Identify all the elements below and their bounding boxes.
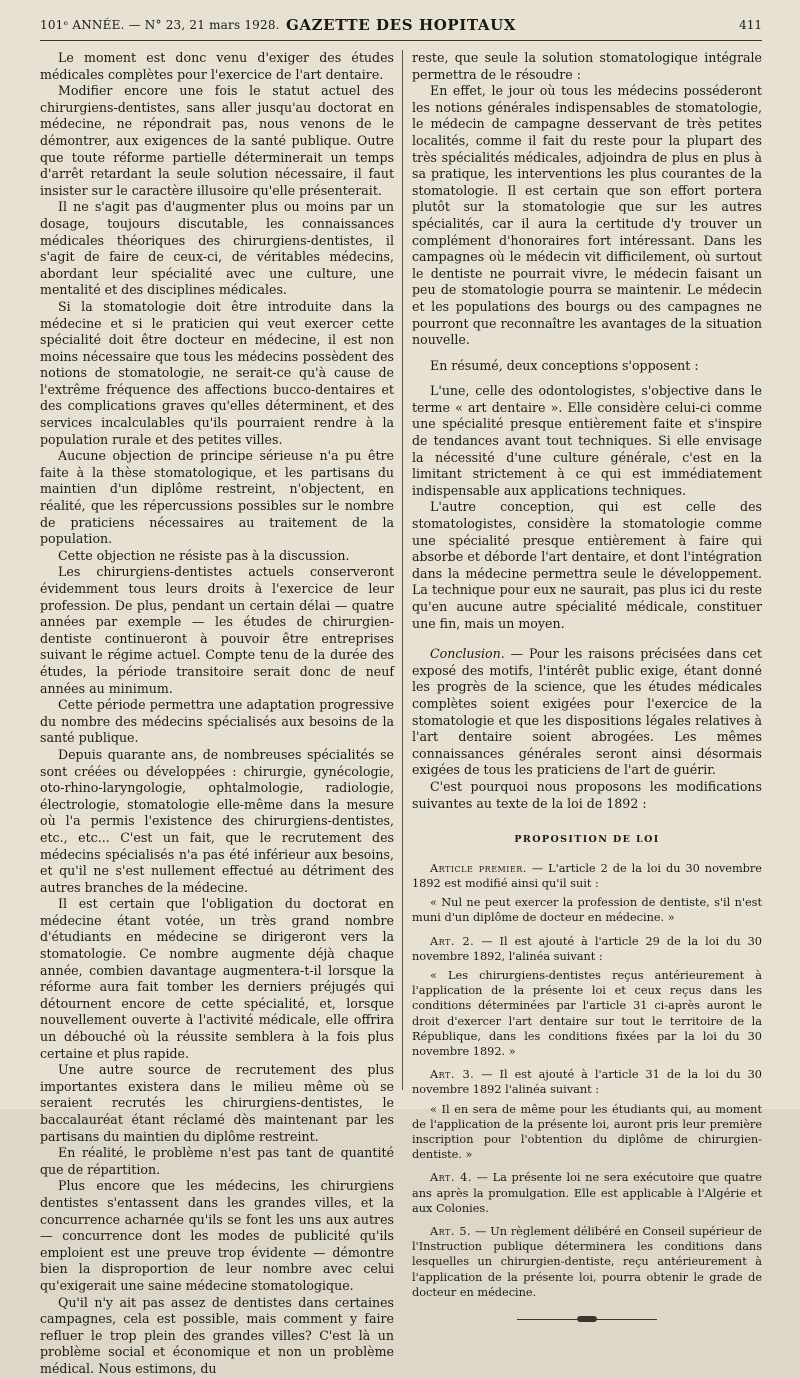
article [412, 1170, 762, 1216]
paragraph: Qu'il n'y ait pas assez de dentistes dans certaines campagnes, cela est possible, mais comment y faire refluer le trop plein des grandes villes? C'est là un problème social et économique et non un problème médical. Nous estimons, du [40, 1294, 394, 1376]
paragraph: Le moment est donc venu d'exiger des études médicales complètes pour l'exercice de l'art dentaire. [40, 50, 394, 82]
paragraph: Les chirurgiens-dentistes actuels conserveront évidemment tous leurs droits à l'exercice de leur profession. De plus, pendant un certain délai — quatre années par exemple — les études de chirurgien-dentiste continueront à pouvoir être entreprises suivant le régime actuel. Compte tenu de la durée des études, la période transitoire serait donc de neuf années au minimum. [40, 564, 394, 696]
paragraph: Il est certain que l'obligation du doctorat en médecine étant votée, un très grand nombre d'étudiants en médecine se dirigeront vers la stomatologie. Ce nombre augmente déjà chaque année, combien davantage augmentera-t-il lorsque la réforme aura fait tomber les derniers préjugés qui détournent encore de cette spécialité, et, lorsque nouvellement ouverte à l'activité médicale, elle offrira un débouché où la réussite semblera à la fois plus certaine et plus rapide. [40, 896, 394, 1061]
issue-info: 101ᵉ ANNÉE. — N° 23, 21 mars 1928. [40, 18, 280, 32]
article-text: — Il est ajouté à l'article 31 de la loi du 30 novembre 1892 l'alinéa suivant : [412, 1068, 762, 1097]
page-header [40, 14, 762, 41]
paragraph: En résumé, deux conceptions s'opposent : [430, 357, 699, 373]
article [412, 1067, 762, 1097]
paragraph: En réalité, le problème n'est pas tant de quantité que de répartition. [40, 1145, 394, 1177]
paragraph: Cette période permettra une adaptation progressive du nombre des médecins spécialisés aux besoins de la santé publique. [40, 697, 394, 746]
article [412, 1224, 762, 1300]
article-quote: « Les chirurgiens-dentistes reçus antérieurement à l'application de la présente loi et ceux reçus dans les conditions déterminées par l'article 31 ci-après auront le droit d'exercer l'art dentaire sur tout le territoire de la République, dans les conditions fixées par la loi du 30 novembre 1892. » [412, 968, 762, 1058]
article-label: Art. 4. [430, 1171, 472, 1185]
ornament-center [577, 1316, 597, 1322]
article-text: — Il est ajouté à l'article 29 de la loi du 30 novembre 1892, l'alinéa suivant : [412, 934, 762, 963]
paragraph: Aucune objection de principe sérieuse n'a pu être faite à la thèse stomatologique, et les partisans du maintien d'un diplôme restreint, n'objectent, en réalité, que les répercussions possibles sur le nombre de praticiens nécessaires au traitement de la population. [40, 448, 394, 547]
paragraph: Il ne s'agit pas d'augmenter plus ou moins par un dosage, toujours discutable, les connaissances médicales théoriques des chirurgiens-dentistes, il s'agit de faire de ceux-ci, de véritables médecins, abordant leur spécialité avec une culture, une mentalité et des disciplines médicales. [40, 199, 394, 298]
right-column [412, 50, 762, 1324]
paragraph: Depuis quarante ans, de nombreuses spécialités se sont créées ou développées : chirurgie, gynécologie, oto-rhino-laryngologie, ophtalmologie, radiologie, électrologie, stomatologie elle-même dans la mesure où l'a permis l'existence des chirurgiens-dentistes, etc., etc... C'est un fait, que le recrutement des médecins spécialisés n'a pas été inférieur aux besoins, et qu'il ne s'est nullement effectué au détriment des autres branches de la médecine. [40, 746, 394, 895]
article-label: Art. 3. [430, 1068, 475, 1082]
paragraph: Cette objection ne résiste pas à la discussion. [58, 547, 350, 563]
paragraph: Une autre source de recrutement des plus importantes existera dans le milieu même où se seraient recrutés les chirurgiens-dentistes, le baccalauréat étant réclamé dès maintenant par les partisans du maintien du diplôme restreint. [40, 1062, 394, 1144]
article [412, 934, 762, 964]
paragraph: Si la stomatologie doit être introduite dans la médecine et si le praticien qui veut exercer cette spécialité doit être docteur en médecine, il est non moins nécessaire que tous les médecins possèdent des notions de stomatologie, ne serait-ce qu'à cause de l'extrême fréquence des affections bucco-dentaires et des complications graves qu'elles déterminent, et des services incalculables qu'ils pourraient rendre à la population rurale et des petites villes. [40, 298, 394, 447]
article-quote: « Il en sera de même pour les étudiants qui, au moment de l'application de la présente loi, auront pris leur première inscription pour l'obtention du diplôme de chirurgien-dentiste. » [412, 1102, 762, 1162]
conclusion-paragraph [412, 646, 762, 779]
article [412, 861, 762, 891]
article-label: Art. 2. [430, 934, 475, 948]
paragraph: L'autre conception, qui est celle des stomatologistes, considère la stomatologie comme une spécialité presque entièrement à faire qui absorbe et déborde l'art dentaire, et dont l'intégration dans la médecine permettra seule le développement. La technique pour eux ne saurait, pas plus ici du reste qu'en aucune autre spécialité médicale, constituer une fin, mais un moyen. [412, 499, 762, 631]
left-column [40, 50, 394, 1378]
paragraph: En effet, le jour où tous les médecins posséderont les notions générales indispensables de stomatologie, le médecin de campagne desservant de très petites localités, comme il fait du reste pour la plupart des très spécialités médicales, adjoindra de plus en plus à sa pratique, les interventions les plus courantes de la stomatologie. Il est certain que son effort portera plutôt sur la stomatologie que sur les autres spécialités, car il aura la certitude d'y trouver un complément d'honoraires fort intéressant. Dans les campagnes où le médecin vit difficilement, où surtout le dentiste ne pourrait vivre, le médecin faisant un peu de stomatologie pourra se maintenir. Le médecin et les populations des bourgs ou des campagnes ne pourront que reconnaître les avantages de la situation nouvelle. [412, 83, 762, 348]
conclusion-text: — Pour les raisons précisées dans cet exposé des motifs, l'intérêt public exige, étant donné les progrès de la science, que les études médicales complètes soient exigées pour l'exercice de la stomatologie et que les dispositions légales relatives à l'art dentaire soient abrogées. Les mêmes connaissances générales seront ainsi désormais exigées de tous les praticiens de l'art de guérir. [412, 646, 762, 778]
article-text: — La présente loi ne sera exécutoire que quatre ans après la promulgation. Elle est applicable à l'Algérie et aux Colonies. [412, 1171, 762, 1215]
conclusion-label: Conclusion. [430, 646, 505, 662]
paragraph: reste, que seule la solution stomatologique intégrale permettra de le résoudre : [412, 50, 762, 82]
paragraph: Modifier encore une fois le statut actuel des chirurgiens-dentistes, sans aller jusqu'au doctorat en médecine, ne répondrait pas, nous venons de le démontrer, aux exigences de la santé publique. Outre que toute réforme partielle déterminerait un temps d'arrêt retardant la seule solution nécessaire, il faut insister sur le caractère illusoire qu'elle présenterait. [40, 83, 394, 198]
page-number: 411 [739, 18, 762, 32]
paragraph: L'une, celle des odontologistes, s'objective dans le terme « art dentaire ». Elle considère celui-ci comme une spécialité presque entièrement faite et s'inspire de tendances avant tout techniques. Si elle envisage la nécessité d'une culture générale, c'est en la limitant strictement à ce qui est immédiatement indispensable aux applications techniques. [412, 383, 762, 498]
proposition-heading: PROPOSITION DE LOI [514, 834, 660, 846]
column-divider [402, 50, 403, 1090]
end-ornament [517, 1314, 657, 1324]
article-text: — Un règlement délibéré en Conseil supérieur de l'Instruction publique déterminera les conditions dans lesquelles un chirurgien-dentiste, reçu antérieurement à l'application de la présente loi, pourra obtenir le grade de docteur en médecine. [412, 1224, 762, 1299]
article-quote: « Nul ne peut exercer la profession de dentiste, s'il n'est muni d'un diplôme de docteur en médecine. » [412, 896, 762, 925]
article-label: Article premier. [430, 861, 527, 875]
article-text: — L'article 2 de la loi du 30 novembre 1892 est modifié ainsi qu'il suit : [412, 861, 762, 890]
article-label: Art. 5. [430, 1224, 472, 1238]
paragraph: Plus encore que les médecins, les chirurgiens dentistes s'entassent dans les grandes villes, et la concurrence acharnée qu'ils se font les uns aux autres — concurrence dont les modes de publicité qu'ils emploient est une preuve trop évidente — démontre bien la disproportion de leur nombre avec celui qu'exigerait une saine médecine stomatologique. [40, 1178, 394, 1293]
journal-title: GAZETTE DES HOPITAUX [285, 16, 516, 34]
paragraph: C'est pourquoi nous proposons les modifications suivantes au texte de la loi de 1892 : [412, 778, 762, 811]
